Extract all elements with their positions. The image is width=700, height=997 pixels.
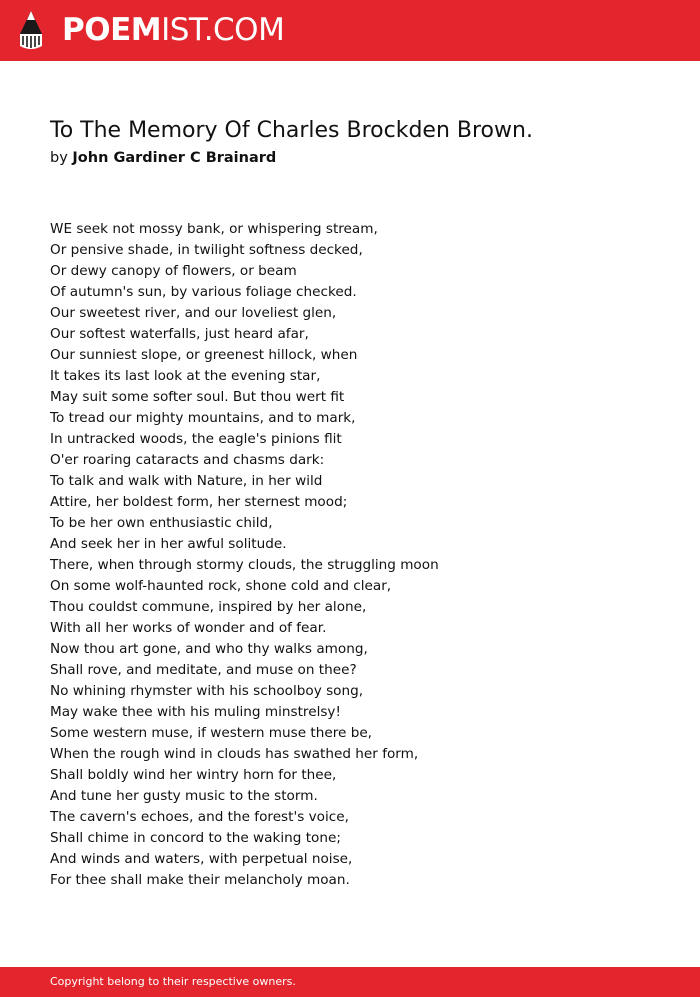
logo-text-light: IST.COM (161, 12, 285, 48)
poem-line: When the rough wind in clouds has swathed her form, (50, 746, 419, 762)
site-header (0, 0, 700, 61)
poem-line: May wake thee with his muling minstrelsy! (50, 704, 341, 720)
poem-line: And winds and waters, with perpetual noise, (50, 851, 353, 867)
copyright-text: Copyright belong to their respective owners. (50, 975, 296, 988)
poem-line: Or pensive shade, in twilight softness decked, (50, 242, 363, 258)
poem-line: WE seek not mossy bank, or whispering stream, (50, 221, 378, 237)
poem-line: To talk and walk with Nature, in her wild (50, 473, 323, 489)
poem-line: Or dewy canopy of flowers, or beam (50, 263, 297, 279)
poem-line: O'er roaring cataracts and chasms dark: (50, 452, 325, 468)
logo-text-bold: POEM (62, 12, 162, 48)
author-name: John Gardiner C Brainard (72, 150, 277, 166)
poem-line: It takes its last look at the evening star, (50, 368, 321, 384)
byline (50, 148, 276, 168)
poem-line: For thee shall make their melancholy moan. (50, 872, 350, 888)
poem-line: The cavern's echoes, and the forest's voice, (50, 809, 349, 825)
poem-line: And seek her in her awful solitude. (50, 536, 287, 552)
poem-body (50, 219, 439, 891)
site-footer (0, 967, 700, 997)
pencil-icon (17, 10, 45, 52)
poem-line: May suit some softer soul. But thou wert fit (50, 389, 345, 405)
by-label: by (50, 150, 68, 166)
poem-line: Some western muse, if western muse there be, (50, 725, 373, 741)
poem-line: To tread our mighty mountains, and to mark, (50, 410, 356, 426)
poem-line: Now thou art gone, and who thy walks among, (50, 641, 368, 657)
site-logo[interactable] (62, 12, 284, 48)
poem-line: Attire, her boldest form, her sternest mood; (50, 494, 348, 510)
poem-line: In untracked woods, the eagle's pinions flit (50, 431, 342, 447)
poem-line: With all her works of wonder and of fear. (50, 620, 327, 636)
poem-line: To be her own enthusiastic child, (50, 515, 273, 531)
poem-line: On some wolf-haunted rock, shone cold and clear, (50, 578, 392, 594)
poem-line: Shall rove, and meditate, and muse on thee? (50, 662, 357, 678)
poem-line: Shall chime in concord to the waking tone; (50, 830, 341, 846)
poem-title: To The Memory Of Charles Brockden Brown. (50, 118, 533, 143)
poem-line: Our sunniest slope, or greenest hillock, when (50, 347, 358, 363)
poem-line: There, when through stormy clouds, the struggling moon (50, 557, 439, 573)
poem-line: Our sweetest river, and our loveliest glen, (50, 305, 337, 321)
poem-line: Thou couldst commune, inspired by her alone, (50, 599, 367, 615)
poem-line: Our softest waterfalls, just heard afar, (50, 326, 309, 342)
poem-line: And tune her gusty music to the storm. (50, 788, 318, 804)
poem-line: No whining rhymster with his schoolboy song, (50, 683, 364, 699)
poem-line: Shall boldly wind her wintry horn for thee, (50, 767, 337, 783)
poem-line: Of autumn's sun, by various foliage checked. (50, 284, 357, 300)
